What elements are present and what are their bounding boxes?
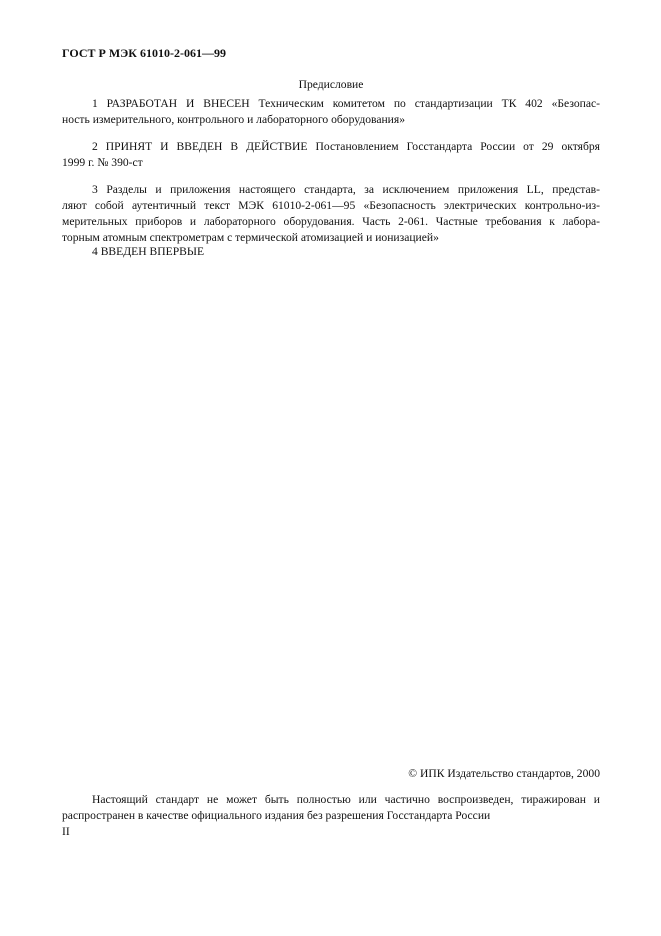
paragraph-line: торным атомным спектрометрам с термической атомизацией и ионизацией»	[62, 231, 439, 244]
document-header: ГОСТ Р МЭК 61010-2-061—99	[62, 46, 226, 60]
notice-line: Настоящий стандарт не может быть полностью или частично воспроизведен, тиражирован и	[92, 793, 600, 806]
notice-line: распространен в качестве официального издания без разрешения Госстандарта России	[62, 809, 491, 822]
paragraph-line: 1999 г. № 390-ст	[62, 156, 143, 169]
page-number: II	[62, 825, 70, 838]
paragraph-line: ность измерительного, контрольного и лабораторного оборудования»	[62, 113, 406, 126]
paragraph-line: мерительных приборов и лабораторного оборудования. Часть 2-061. Частные требования к лабора-	[62, 215, 600, 228]
paragraph-line: 3 Разделы и приложения настоящего стандарта, за исключением приложения LL, представ-	[92, 183, 600, 196]
paragraph-line: ляют собой аутентичный текст МЭК 61010-2-061—95 «Безопасность электрических контрольно-из-	[62, 199, 600, 212]
section-title: Предисловие	[298, 78, 364, 91]
paragraph-line: 2 ПРИНЯТ И ВВЕДЕН В ДЕЙСТВИЕ Постановлением Госстандарта России от 29 октября	[92, 140, 600, 153]
copyright: © ИПК Издательство стандартов, 2000	[408, 767, 600, 780]
paragraph-line: 1 РАЗРАБОТАН И ВНЕСЕН Техническим комитетом по стандартизации ТК 402 «Безопас-	[92, 97, 600, 110]
paragraph-line: 4 ВВЕДЕН ВПЕРВЫЕ	[92, 245, 205, 258]
